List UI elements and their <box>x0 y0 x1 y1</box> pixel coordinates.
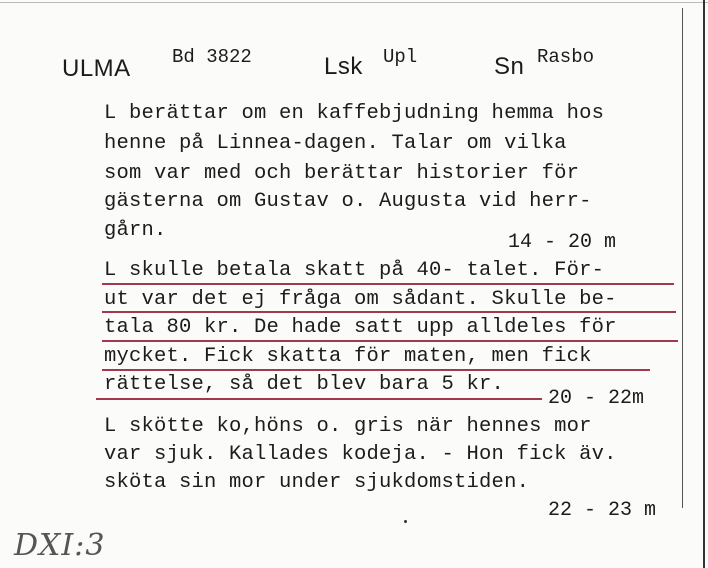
text-line: som var med och berättar historier för <box>104 162 580 185</box>
text-line-highlighted: mycket. Fick skatta för maten, men fick <box>104 345 592 368</box>
text-line: L berättar om en kaffebjudning hemma hos <box>104 102 605 125</box>
text-line-highlighted: L skulle betala skatt på 40- talet. För- <box>104 259 605 282</box>
text-line: L skötte ko,höns o. gris när hennes mor <box>104 415 592 438</box>
highlight-underline <box>102 283 674 285</box>
region-value: Upl <box>383 46 418 68</box>
time-range: 22 - 23 m <box>548 499 657 522</box>
highlight-underline <box>96 398 542 400</box>
highlight-underline <box>102 311 676 313</box>
card-right-edge <box>703 0 705 568</box>
time-range: 20 - 22m <box>548 387 645 410</box>
text-line: var sjuk. Kallades kodeja. - Hon fick äv. <box>104 443 617 466</box>
text-line: sköta sin mor under sjukdomstiden. <box>104 471 530 494</box>
text-line-highlighted: ut var det ej fråga om sådant. Skulle be- <box>104 288 617 311</box>
text-line-highlighted: tala 80 kr. De hade satt upp alldeles för <box>104 316 617 339</box>
parish-value: Rasbo <box>537 46 595 68</box>
handwritten-archive-note: DXI:3 <box>14 528 106 563</box>
text-line-highlighted: rättelse, så det blev bara 5 kr. <box>104 373 505 396</box>
parish-label: Sn <box>494 53 525 80</box>
card-top-edge <box>0 2 708 3</box>
text-line: henne på Linnea-dagen. Talar om vilka <box>104 132 567 155</box>
text-line: gästerna om Gustav o. Augusta vid herr- <box>104 190 592 213</box>
text-line: gårn. <box>104 219 167 242</box>
record-number: Bd 3822 <box>172 46 252 68</box>
highlight-underline <box>102 369 650 371</box>
card-right-rule <box>682 8 683 508</box>
highlight-underline <box>102 340 678 342</box>
archive-code: ULMA <box>62 55 131 82</box>
time-range: 14 - 20 m <box>508 231 617 254</box>
ink-dot <box>404 520 407 523</box>
region-label: Lsk <box>324 53 363 80</box>
